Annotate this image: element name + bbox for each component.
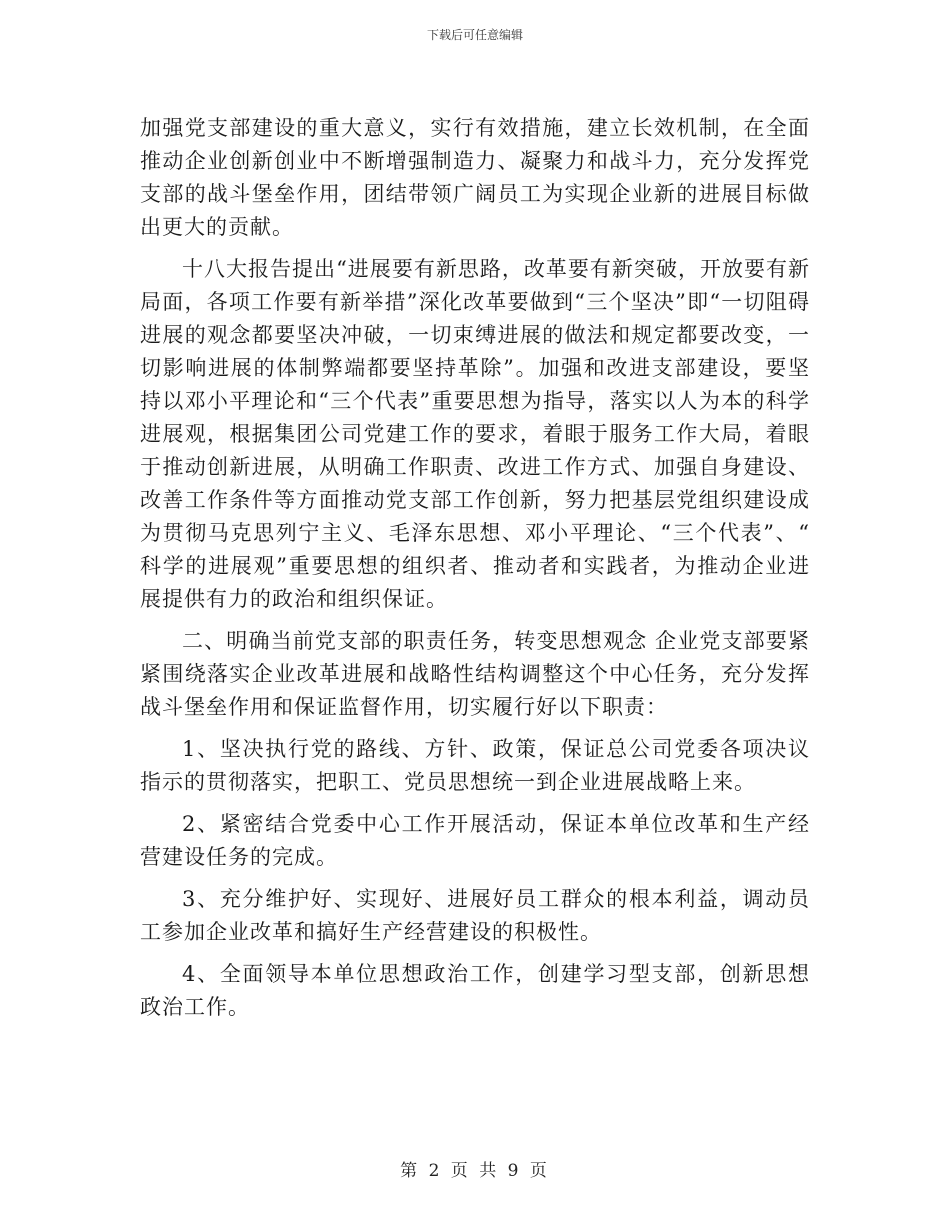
paragraph-3: 二、明确当前党支部的职责任务，转变思想观念 企业党支部要紧紧围绕落实企业改革进展和战略性结构调整这个中心任务，充分发挥战斗堡垒作用和保证监督作用，切实履行好以下职责： xyxy=(140,629,810,719)
document-body xyxy=(140,112,810,1033)
paragraph-2: 十八大报告提出“进展要有新思路，改革要有新突破，开放要有新局面，各项工作要有新举措”深化改革要做到“三个坚决”即“一切阻碍进展的观念都要坚决冲破，一切束缚进展的做法和规定都要改变，一切影响进展的体制弊端都要坚持革除”。加强和改进支部建设，要坚持以邓小平理论和“三个代表”重要思想为指导，落实以人为本的科学进展观，根据集团公司党建工作的要求，着眼于服务工作大局，着眼于推动创新进展，从明确工作职责、改进工作方式、加强自身建设、改善工作条件等方面推动党支部工作创新，努力把基层党组织建设成为贯彻马克思列宁主义、毛泽东思想、邓小平理论、“三个代表”、“ 科学的进展观”重要思想的组织者、推动者和实践者，为推动企业进展提供有力的政治和组织保证。 xyxy=(140,257,810,611)
paragraph-4: 1、坚决执行党的路线、方针、政策，保证总公司党委各项决议指示的贯彻落实，把职工、党员思想统一到企业进展战略上来。 xyxy=(140,737,810,794)
paragraph-5: 2、紧密结合党委中心工作开展活动，保证本单位改革和生产经营建设任务的完成。 xyxy=(140,812,810,869)
paragraph-6: 3、充分维护好、实现好、进展好员工群众的根本利益，调动员工参加企业改革和搞好生产经营建设的积极性。 xyxy=(140,887,810,944)
page-header: 下载后可任意编辑 xyxy=(426,28,523,42)
page-number: 第 2 页 共 9 页 xyxy=(400,1161,550,1181)
paragraph-1: 加强党支部建设的重大意义，实行有效措施，建立长效机制，在全面推动企业创新创业中不断增强制造力、凝聚力和战斗力，充分发挥党支部的战斗堡垒作用，团结带领广阔员工为实现企业新的进展目标做出更大的贡献。 xyxy=(140,116,810,239)
paragraph-7: 4、全面领导本单位思想政治工作，创建学习型支部，创新思想政治工作。 xyxy=(140,962,810,1019)
